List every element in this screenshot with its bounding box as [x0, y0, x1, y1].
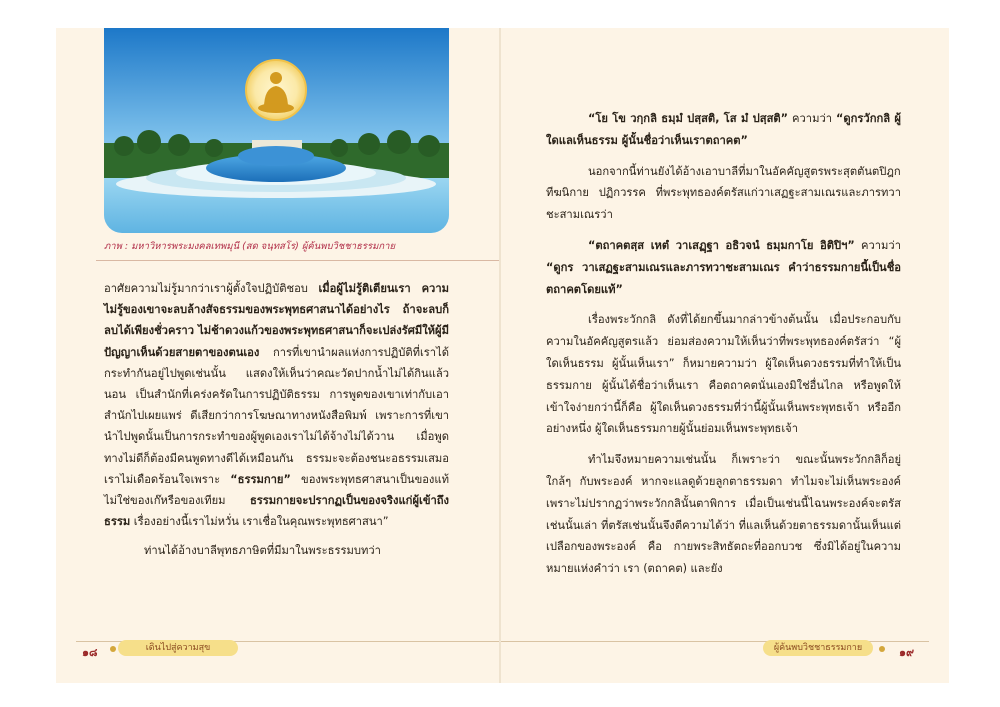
text-span: การที่เขานำผลแห่งการปฏิบัติที่เราได้กระทำกันอยู่ไปพูดเช่นนั้น แสดงให้เห็นว่าคณะวัดปากน้ำไม่ได้กินแล้วนอน เป็นสำนักที่เคร่งครัดในการปฏิบัติธรรม การพูดของเขาเท่ากับเอาสำนักไปเผยแพร่ ดีเสียกว่าการโฆษณาทางหนังสือพิมพ์ เพราะการที่เขานำไปพูดนั้นเป็นการกระทำของผู้พูดเองเราไม่ได้จ้างไม่ได้วาน เมื่อพูดทางไม่ดีก็ต้องมีคนพูดทางดีได้เหมือนกัน ธรรมะจะต้องชนะอธรรมเสมอ เราไม่เดือดร้อนใจเพราะ [104, 345, 449, 486]
bold-span: “ดูกรวักกลิ ผู้ใดแลเห็นธรรม ผู้นั้นชื่อว่าเห็นเราตถาคต” [546, 112, 901, 147]
page-number: ๑๙ [899, 646, 915, 659]
left-paragraph-2: ท่านได้อ้างบาลีพุทธภาษิตที่มีมาในพระธรรมบทว่า [144, 544, 381, 558]
right-page [501, 28, 949, 683]
footer-dot [879, 646, 885, 652]
bold-span: ธรรมกายจะปรากฏเป็นของจริงแก่ผู้เข้าถึงธรรม [104, 494, 449, 529]
text-span: ของพระพุทธศาสนาเป็นของแท้ไม่ใช่ของเก๊หรือของเทียม [104, 472, 449, 508]
bold-span: “ธรรมกาย” [230, 472, 291, 486]
running-title: ผู้ค้นพบวิชชาธรรมกาย [763, 640, 873, 656]
bold-span: “โย โข วกฺกลิ ธมฺมํ ปสฺสติ, โส มํ ปสฺสติ” [588, 112, 789, 125]
right-body-text [546, 108, 901, 589]
bold-span: “ตถาคตสฺส เหตํ วาเสฏฺฐา อธิวจนํ ธมฺมกาโย อิติปิฯ” [588, 238, 855, 252]
text-span: ความว่า [854, 238, 901, 252]
text-span: เรื่องอย่างนี้เราไม่หวั่น เราเชื่อในคุณพระพุทธศาสนา” [130, 515, 389, 529]
footer-dot [110, 646, 116, 652]
bold-span: เมื่อผู้ไม่รู้ติเตียนเรา ความไม่รู้ของเขาจะลบล้างสัจธรรมของพระพุทธศาสนาได้อย่างไร ถ้าจะลบก็ลบได้เพียงชั่วคราว ไม่ช้าดวงแก้วของพระพุทธศาสนาก็จะเปล่งรัศมีให้ผู้มีปัญญาเห็นด้วยสายตาของตนเอง [104, 282, 449, 359]
text-span: ความว่า [788, 112, 837, 125]
left-page [56, 28, 499, 683]
caption-divider [96, 260, 499, 261]
left-body-text [104, 278, 449, 562]
photo-caption: ภาพ : มหาวิหารพระมงคลเทพมุนี (สด จนฺทสโร) ผู้ค้นพบวิชชาธรรมกาย [104, 241, 396, 252]
bold-span: “ดูกร วาเสฏฐะสามเณรและภารทวาชะสามเณร คำว่าธรรมกายนี้เป็นชื่อตถาคตโดยแท้” [546, 260, 901, 296]
page-number: ๑๘ [82, 646, 98, 659]
running-title: เดินไปสู่ความสุข [118, 640, 238, 656]
right-paragraph-2: นอกจากนี้ท่านยังได้อ้างเอาบาลีที่มาในอัคคัญสูตรพระสุตตันตปิฎก ทีฆนิกาย ปฏิกวรรค ที่พระพุทธองค์ตรัสแก่วาเสฏฐะสามเณรและภารทวาชะสามเณรว่า [546, 164, 901, 222]
left-paragraph-1 [104, 278, 449, 532]
right-paragraph-5: ทำไมจึงหมายความเช่นนั้น ก็เพราะว่า ขณะนั้นพระวักกลิก็อยู่ใกล้ๆ กับพระองค์ หากจะแลดูด้วยลูกตาธรรมดา ทำไมจะไม่เห็นพระองค์ เพราะไม่ปรากฏว่าพระวักกลินั้นตาพิการ เมื่อเป็นเช่นนี้ไฉนพระองค์จะตรัสเช่นนั้นเล่า ที่ตรัสเช่นนั้นจึงตีความได้ว่า ที่แลเห็นด้วยตาธรรมดานั้นเห็นแต่เปลือกของพระองค์ คือ กายพระสิทธัตถะที่ออกบวช ซึ่งมิได้อยู่ในความหมายแห่งคำว่า เรา (ตถาคต) และยัง [546, 453, 901, 576]
temple-photo [104, 28, 449, 233]
text-span: อาศัยความไม่รู้มากว่าเราผู้ตั้งใจปฏิบัติชอบ [104, 282, 319, 295]
right-paragraph-1 [546, 108, 901, 152]
right-paragraph-3 [546, 235, 901, 300]
right-paragraph-4: เรื่องพระวักกลิ ดังที่ได้ยกขึ้นมากล่าวข้างต้นนั้น เมื่อประกอบกับความในอัคคัญสูตรแล้ว ย่อมส่องความให้เห็นว่าที่พระพุทธองค์ตรัสว่า “ผู้ใดเห็นธรรม ผู้นั้นเห็นเรา” ก็หมายความว่า ผู้ใดเห็นดวงธรรมที่ทำให้เป็นธรรมกาย ผู้นั้นได้ชื่อว่าเห็นเรา คือตถาคตนั่นเองมิใช่อื่นไกล หรือพูดให้เข้าใจง่ายกว่านี้ก็คือ ผู้ใดเห็นดวงธรรมที่ว่านี้ผู้นั้นเห็นพระพุทธเจ้า หรืออีกอย่างหนึ่ง ผู้ใดเห็นธรรมกายผู้นั้นย่อมเห็นพระพุทธเจ้า [546, 313, 901, 436]
